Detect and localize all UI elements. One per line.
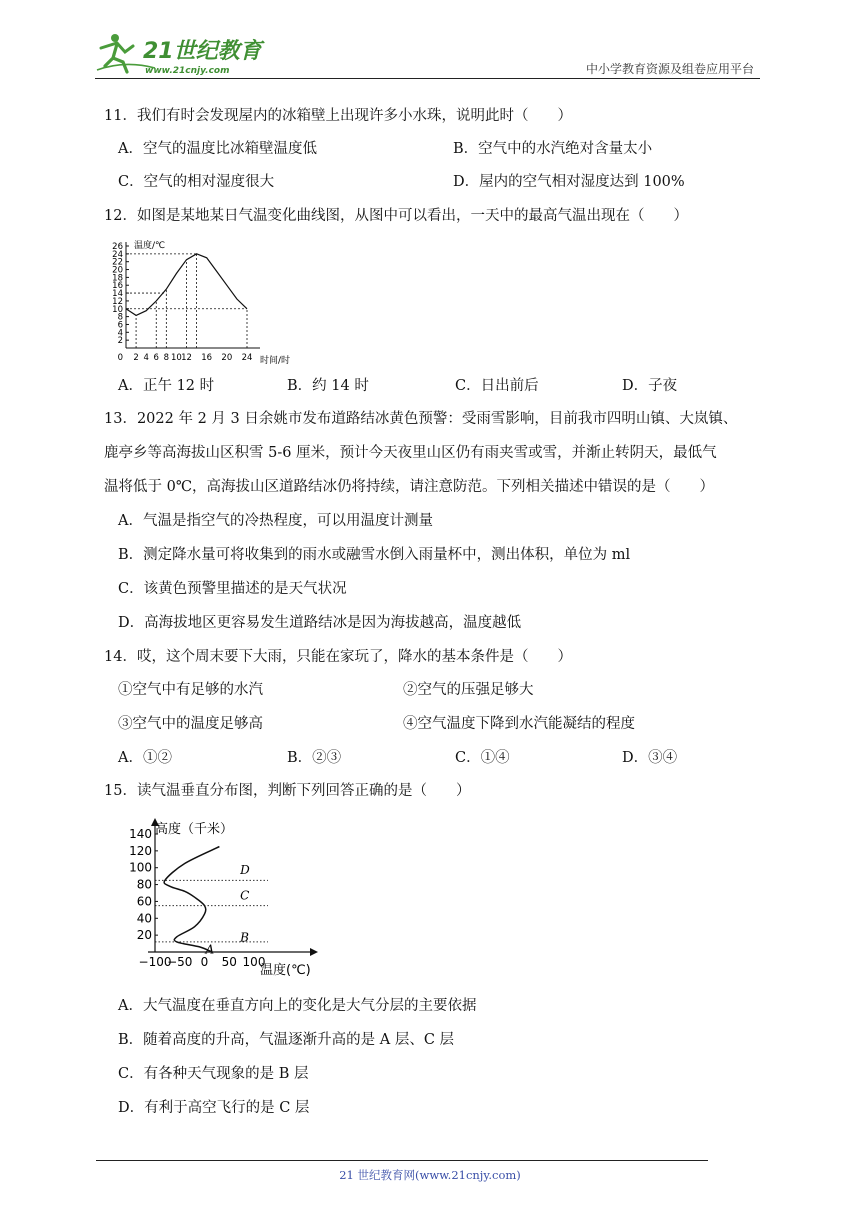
question-15-option-a[interactable]: A．大气温度在垂直方向上的变化是大气分层的主要依据 [118, 998, 477, 1014]
chart2-y-tick-label: 20 [136, 928, 152, 943]
question-13-stem-line-3: 温将低于 0℃，高海拔山区道路结冰仍将持续，请注意防范。下列相关描述中错误的是（ ） [104, 479, 715, 495]
header-divider [95, 78, 760, 79]
question-13-option-d[interactable]: D．高海拔地区更容易发生道路结冰是因为海拔越高，温度越低 [118, 615, 522, 631]
question-15-option-c[interactable]: C．有各种天气现象的是 B 层 [118, 1066, 309, 1082]
chart1-y-tick-label: 4 [117, 328, 123, 339]
chart2-y-tick-label: 80 [136, 877, 152, 892]
question-14-item-2: ②空气的压强足够大 [403, 682, 534, 698]
question-13-option-a[interactable]: A．气温是指空气的冷热程度，可以用温度计测量 [118, 513, 433, 529]
chart2-layer-label: A [205, 942, 215, 957]
chart2-xlabel: 温度(℃) [260, 963, 311, 978]
chart2-y-tick-label: 100 [129, 860, 152, 875]
chart2-temperature-curve [164, 847, 219, 952]
question-14-option-c[interactable]: C．①④ [455, 750, 510, 766]
question-14-stem: 14．哎，这个周末要下大雨，只能在家玩了，降水的基本条件是（ ） [104, 649, 572, 665]
footer-text: 21 世纪教育网(www.21cnjy.com) [339, 1168, 521, 1182]
question-14-item-3: ③空气中的温度足够高 [118, 716, 263, 732]
chart1-x-tick-label: 2 [133, 353, 139, 363]
chart1-y-tick-label: 10 [112, 304, 123, 315]
chart2-layer-boundaries [155, 880, 268, 942]
chart1-ylabel: 温度/℃ [134, 241, 166, 251]
chart2-x-arrow [310, 948, 318, 956]
chart1-y-tick-label: 16 [112, 281, 123, 292]
question-11-stem: 11．我们有时会发现屋内的冰箱壁上出现许多小水珠，说明此时（ ） [104, 108, 572, 124]
chart1-x-tick-label: 16 [201, 353, 213, 363]
question-15-option-d[interactable]: D．有利于高空飞行的是 C 层 [118, 1100, 310, 1116]
question-11-option-d[interactable]: D．屋内的空气相对湿度达到 100% [453, 174, 685, 190]
chart1-y-tick-label: 20 [112, 265, 123, 276]
chart2-layer-labels [204, 863, 250, 956]
chart1-x-tick-label: 6 [153, 353, 159, 363]
chart1-y-tick-label: 12 [112, 296, 123, 307]
question-13-stem-line-1: 13．2022 年 2 月 3 日余姚市发布道路结冰黄色预警：受雨雪影响，目前我市四明山镇、大岚镇、 [104, 411, 738, 427]
chart1-x-tick-label: 8 [163, 353, 170, 363]
chart2-y-tick-label: 60 [136, 894, 152, 909]
chart1-x-tick-label: 20 [221, 353, 233, 363]
chart1-y-tick-label: 6 [117, 320, 123, 331]
chart2-y-tick-label: 40 [136, 911, 152, 926]
chart2-x-tick-label: −100 [138, 955, 172, 969]
question-14-option-d[interactable]: D．③④ [622, 750, 678, 766]
question-13-stem-line-2: 鹿亭乡等高海拔山区积雪 5-6 厘米，预计今天夜里山区仍有雨夹雪或雪，并渐止转阴天，最低气 [104, 445, 717, 461]
question-13-option-b[interactable]: B．测定降水量可将收集到的雨水或融雪水倒入雨量杯中，测出体积，单位为 ml [118, 547, 631, 563]
platform-name: 中小学教育资源及组卷应用平台 [585, 62, 754, 76]
footer-divider [96, 1160, 708, 1161]
chart1-axes [126, 242, 260, 348]
vertical-temperature-chart [118, 812, 333, 980]
chart2-x-tick-label: −50 [167, 955, 193, 969]
chart1-y-tick-label: 14 [112, 289, 123, 300]
chart1-guides [126, 254, 247, 348]
question-12-option-d[interactable]: D．子夜 [622, 378, 678, 394]
chart2-x-tick-label: 100 [242, 955, 266, 969]
logo-runner-legs [105, 44, 127, 72]
logo [95, 30, 265, 78]
chart2-y-tick-label: 120 [129, 843, 152, 858]
logo-url: www.21cnjy.com [145, 66, 230, 76]
question-15-stem: 15．读气温垂直分布图，判断下列回答正确的是（ ） [104, 783, 471, 799]
question-11-option-a[interactable]: A．空气的温度比冰箱壁温度低 [118, 141, 317, 157]
chart2-y-tick-label: 140 [129, 827, 152, 841]
chart2-layer-label: D [240, 863, 250, 878]
question-15-option-b[interactable]: B．随着高度的升高，气温逐渐升高的是 A 层、C 层 [118, 1032, 455, 1048]
question-12-option-b[interactable]: B．约 14 时 [287, 378, 369, 394]
chart1-y-tick-label: 26 [112, 242, 123, 252]
chart2-x-tick-label: 0 [200, 955, 209, 969]
question-11-option-c[interactable]: C．空气的相对湿度很大 [118, 174, 275, 190]
chart1-y-tick-label: 24 [112, 249, 123, 260]
chart2-y-ticks [129, 827, 158, 942]
chart1-x-tick-label: 4 [143, 353, 149, 363]
chart1-y-tick-label: 8 [117, 312, 123, 323]
question-13-option-c[interactable]: C．该黄色预警里描述的是天气状况 [118, 581, 347, 597]
question-14-option-a[interactable]: A．①② [118, 750, 172, 766]
chart1-x-ticks [133, 353, 252, 363]
question-12-option-a[interactable]: A．正午 12 时 [118, 378, 215, 394]
question-14-item-4: ④空气温度下降到水汽能凝结的程度 [403, 716, 635, 732]
temperature-daily-chart [110, 236, 305, 368]
logo-runner-head [111, 34, 119, 42]
question-14-item-1: ①空气中有足够的水汽 [118, 682, 263, 698]
chart2-ylabel: 高度（千米） [155, 822, 234, 837]
page-header [95, 30, 760, 80]
question-11-option-b[interactable]: B．空气中的水汽绝对含量太小 [453, 141, 653, 157]
chart2-x-tick-label: 50 [221, 955, 237, 969]
question-14-option-b[interactable]: B．②③ [287, 750, 342, 766]
question-12-option-c[interactable]: C．日出前后 [455, 378, 539, 394]
chart1-xlabel: 时间/时 [260, 356, 291, 366]
chart2-layer-label: C [240, 888, 250, 903]
chart1-x-tick-label: 24 [241, 353, 253, 363]
chart1-y-tick-label: 18 [112, 273, 123, 284]
chart1-y-tick-label: 2 [117, 336, 123, 347]
question-12-stem: 12．如图是某地某日气温变化曲线图，从图中可以看出，一天中的最高气温出现在（ ） [104, 208, 688, 224]
chart1-x-tick-label: 12 [181, 353, 192, 363]
chart1-x-tick-label: 10 [171, 353, 182, 363]
chart1-y-tick-label: 22 [112, 257, 123, 268]
chart2-x-ticks [139, 955, 266, 969]
chart1-origin-label: 0 [117, 353, 123, 363]
chart2-layer-label: B [240, 930, 249, 945]
logo-text: 21世纪教育 [143, 39, 262, 64]
